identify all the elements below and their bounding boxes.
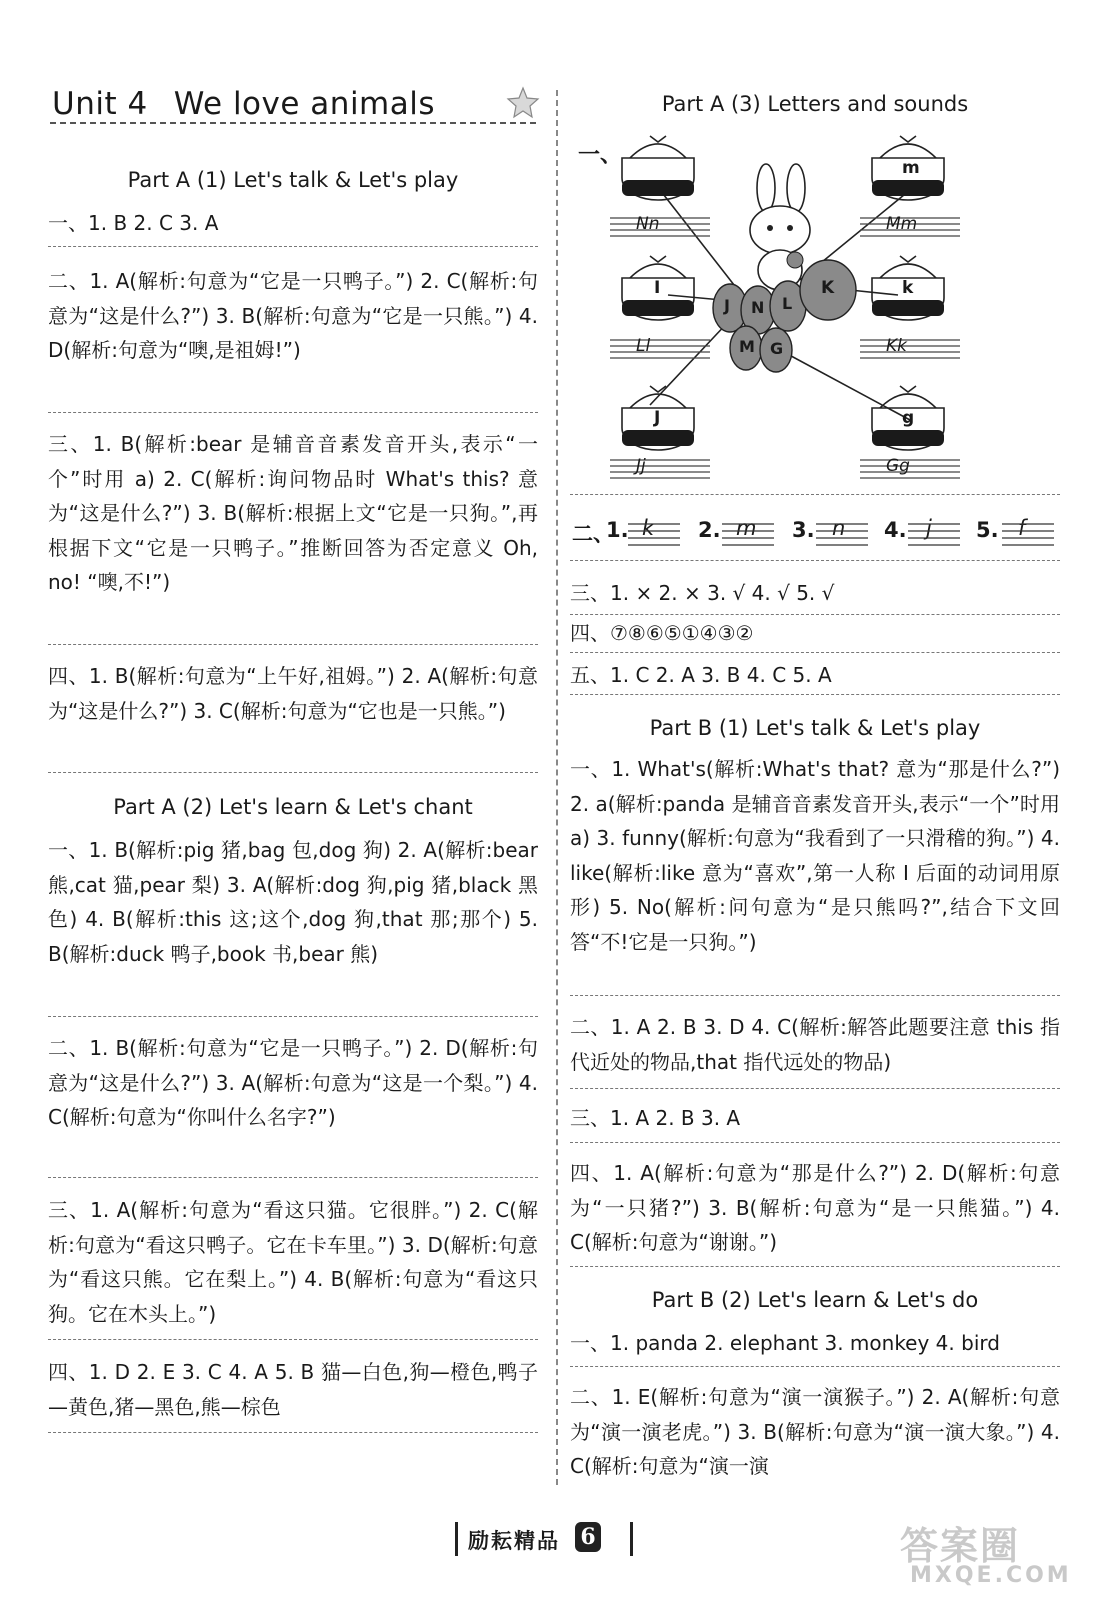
handwriting-lines <box>628 520 680 548</box>
unit-label: Unit 4 <box>52 86 148 122</box>
q2-num: 4. <box>884 518 907 542</box>
unit-name: We love animals <box>173 86 436 122</box>
divider <box>570 560 1060 561</box>
page-footer <box>455 1522 645 1558</box>
q2-letter: n <box>832 516 846 540</box>
star-icon <box>506 86 540 120</box>
watermark <box>880 1515 1080 1595</box>
q2-letter: j <box>926 516 932 540</box>
q2-letter: k <box>642 516 655 540</box>
part-a1-heading: Part A (1) Let's talk & Let's play <box>127 168 459 192</box>
q2-label: 二、 <box>572 522 614 546</box>
footer-bar <box>630 1522 633 1556</box>
part-b1-q2: 二、1. A 2. B 3. D 4. C(解析:解答此题要注意 this 指代近处的物品,that 指代远处的物品) <box>570 1015 1060 1074</box>
part-a1-q4: 四、1. B(解析:句意为“上午好,祖姆。”) 2. A(解析:句意为“这是什么?”) 3. C(解析:句意为“它也是一只熊。”) <box>48 664 538 723</box>
basket-letter: J <box>654 408 661 428</box>
part-b1-q3: 三、1. A 2. B 3. A <box>570 1106 741 1130</box>
divider <box>570 1142 1060 1143</box>
part-b1-q4: 四、1. A(解析:句意为“那是什么?”) 2. D(解析:句意为“一只猪?”) 3. B(解析:句意为“是一只熊猫。”) 4. C(解析:句意为“谢谢。”) <box>570 1161 1060 1254</box>
page-number: 6 <box>575 1522 601 1552</box>
column-divider <box>556 90 558 1485</box>
divider <box>570 1088 1060 1089</box>
line-answer: Kk <box>886 336 907 356</box>
part-b2-q1: 一、1. panda 2. elephant 3. monkey 4. bird <box>570 1331 1000 1355</box>
watermark-text: 答案圈 <box>900 1524 1021 1568</box>
part-a2-q3: 三、1. A(解析:句意为“看这只猫。它很胖。”) 2. C(解析:句意为“看这只鸭子。它在卡车里。”) 3. D(解析:句意为“看这只熊。它在梨上。”) 4. B(解析:句意为“看这只狗。它在木头上。”) <box>48 1198 538 1326</box>
part-b2-q2: 二、1. E(解析:句意为“演一演猴子。”) 2. A(解析:句意为“演一演老虎。”) 3. B(解析:句意为“演一演大象。”) 4. C(解析:句意为“演一演 <box>570 1385 1060 1478</box>
egg-letter: L <box>782 294 793 313</box>
part-a3-q4: 四、⑦⑧⑥⑤①④③② <box>570 621 754 645</box>
basket-letter: k <box>902 278 914 298</box>
divider <box>570 494 1060 495</box>
divider <box>48 644 538 645</box>
divider <box>570 1266 1060 1267</box>
part-b1-q1: 一、1. What's(解析:What's that? 意为“那是什么?”) 2. a(解析:panda 是辅音音素发音开头,表示“一个”时用 a) 3. funny(解析:句意为“我看到了一只滑稽的狗。”) 4. like(解析:like 意为“喜欢”,第一人称 I 后面的动词用原形) 5. No(解析:问句意为“是只熊吗?”,结合下文回答“不!它是一只狗。”) <box>570 757 1060 954</box>
part-a2-q2: 二、1. B(解析:句意为“它是一只鸭子。”) 2. D(解析:句意为“这是什么?”) 3. A(解析:句意为“这是一个梨。”) 4. C(解析:句意为“你叫什么名字?”) <box>48 1036 538 1129</box>
divider <box>48 412 538 413</box>
handwriting-lines <box>816 520 868 548</box>
egg-letter: M <box>739 337 755 356</box>
part-b1-heading: Part B (1) Let's talk & Let's play <box>649 716 981 740</box>
footer-bar <box>455 1522 458 1556</box>
q2-num: 3. <box>792 518 815 542</box>
part-a3-q1-label: 一、 <box>578 143 623 168</box>
part-b2-heading: Part B (2) Let's learn & Let's do <box>651 1288 979 1312</box>
egg-letter: G <box>770 339 784 358</box>
handwriting-lines <box>722 520 774 548</box>
q2-letter: m <box>736 516 757 540</box>
part-a3-q5: 五、1. C 2. A 3. B 4. C 5. A <box>570 663 832 687</box>
letter-matching-illustration <box>570 130 1060 490</box>
unit-title <box>52 86 435 122</box>
basket-letter: g <box>902 408 915 428</box>
line-answer: Nn <box>636 214 660 234</box>
part-a2-heading: Part A (2) Let's learn & Let's chant <box>113 795 473 819</box>
basket-letter: I <box>654 278 661 298</box>
title-rule <box>50 122 536 124</box>
part-a3-q3: 三、1. × 2. × 3. √ 4. √ 5. √ <box>570 581 835 605</box>
divider <box>48 772 538 773</box>
egg-letter: K <box>821 278 835 298</box>
q2-letter: f <box>1018 516 1026 540</box>
line-answer: Gg <box>886 456 910 476</box>
part-a2-q4: 四、1. D 2. E 3. C 4. A 5. B 猫—白色,狗—橙色,鸭子—黄色,猪—黑色,熊—棕色 <box>48 1360 538 1419</box>
divider <box>48 1339 538 1340</box>
divider <box>570 614 1060 615</box>
part-a1-q2: 二、1. A(解析:句意为“它是一只鸭子。”) 2. C(解析:句意为“这是什么?”) 3. B(解析:句意为“它是一只熊。”) 4. D(解析:句意为“噢,是祖姆!”) <box>48 269 538 362</box>
line-answer: Jj <box>636 456 646 476</box>
watermark-url: MXQE.COM <box>910 1563 1072 1588</box>
divider <box>570 995 1060 996</box>
basket-letter: m <box>902 158 920 178</box>
line-answer: Ll <box>636 336 651 356</box>
divider <box>48 246 538 247</box>
q2-num: 2. <box>698 518 721 542</box>
rabbit-icon <box>750 164 810 290</box>
part-a2-q1: 一、1. B(解析:pig 猪,bag 包,dog 狗) 2. A(解析:bear 熊,cat 猫,pear 梨) 3. A(解析:dog 狗,pig 猪,black 黑色) 4. B(解析:this 这;这个,dog 狗,that 那;那个) 5. B(解析:duck 鸭子,book 书,bear 熊) <box>48 838 538 966</box>
divider <box>48 1016 538 1017</box>
handwriting-lines <box>908 520 960 548</box>
divider <box>570 694 1060 695</box>
q2-num: 1. <box>606 518 629 542</box>
line-answer: Mm <box>886 214 918 234</box>
part-a1-q3: 三、1. B(解析:bear 是辅音音素发音开头,表示“一个”时用 a) 2. C(解析:询问物品时 What's this? 意为“这是什么?”) 3. B(解析:根据上文“它是一只狗。”,再根据下文“它是一只鸭子。”推断回答为否定意义 Oh, no! “噢,不!”) <box>48 432 538 594</box>
handwriting-lines <box>1002 520 1054 548</box>
divider <box>48 1432 538 1433</box>
footer-brand: 励耘精品 <box>468 1529 560 1553</box>
part-a1-q1: 一、1. B 2. C 3. A <box>48 211 219 235</box>
divider <box>570 652 1060 653</box>
q2-num: 5. <box>976 518 999 542</box>
egg-letter: J <box>724 296 730 315</box>
divider <box>570 1366 1060 1367</box>
part-a3-heading: Part A (3) Letters and sounds <box>661 92 969 116</box>
egg-letter: N <box>751 298 765 317</box>
divider <box>48 1177 538 1178</box>
